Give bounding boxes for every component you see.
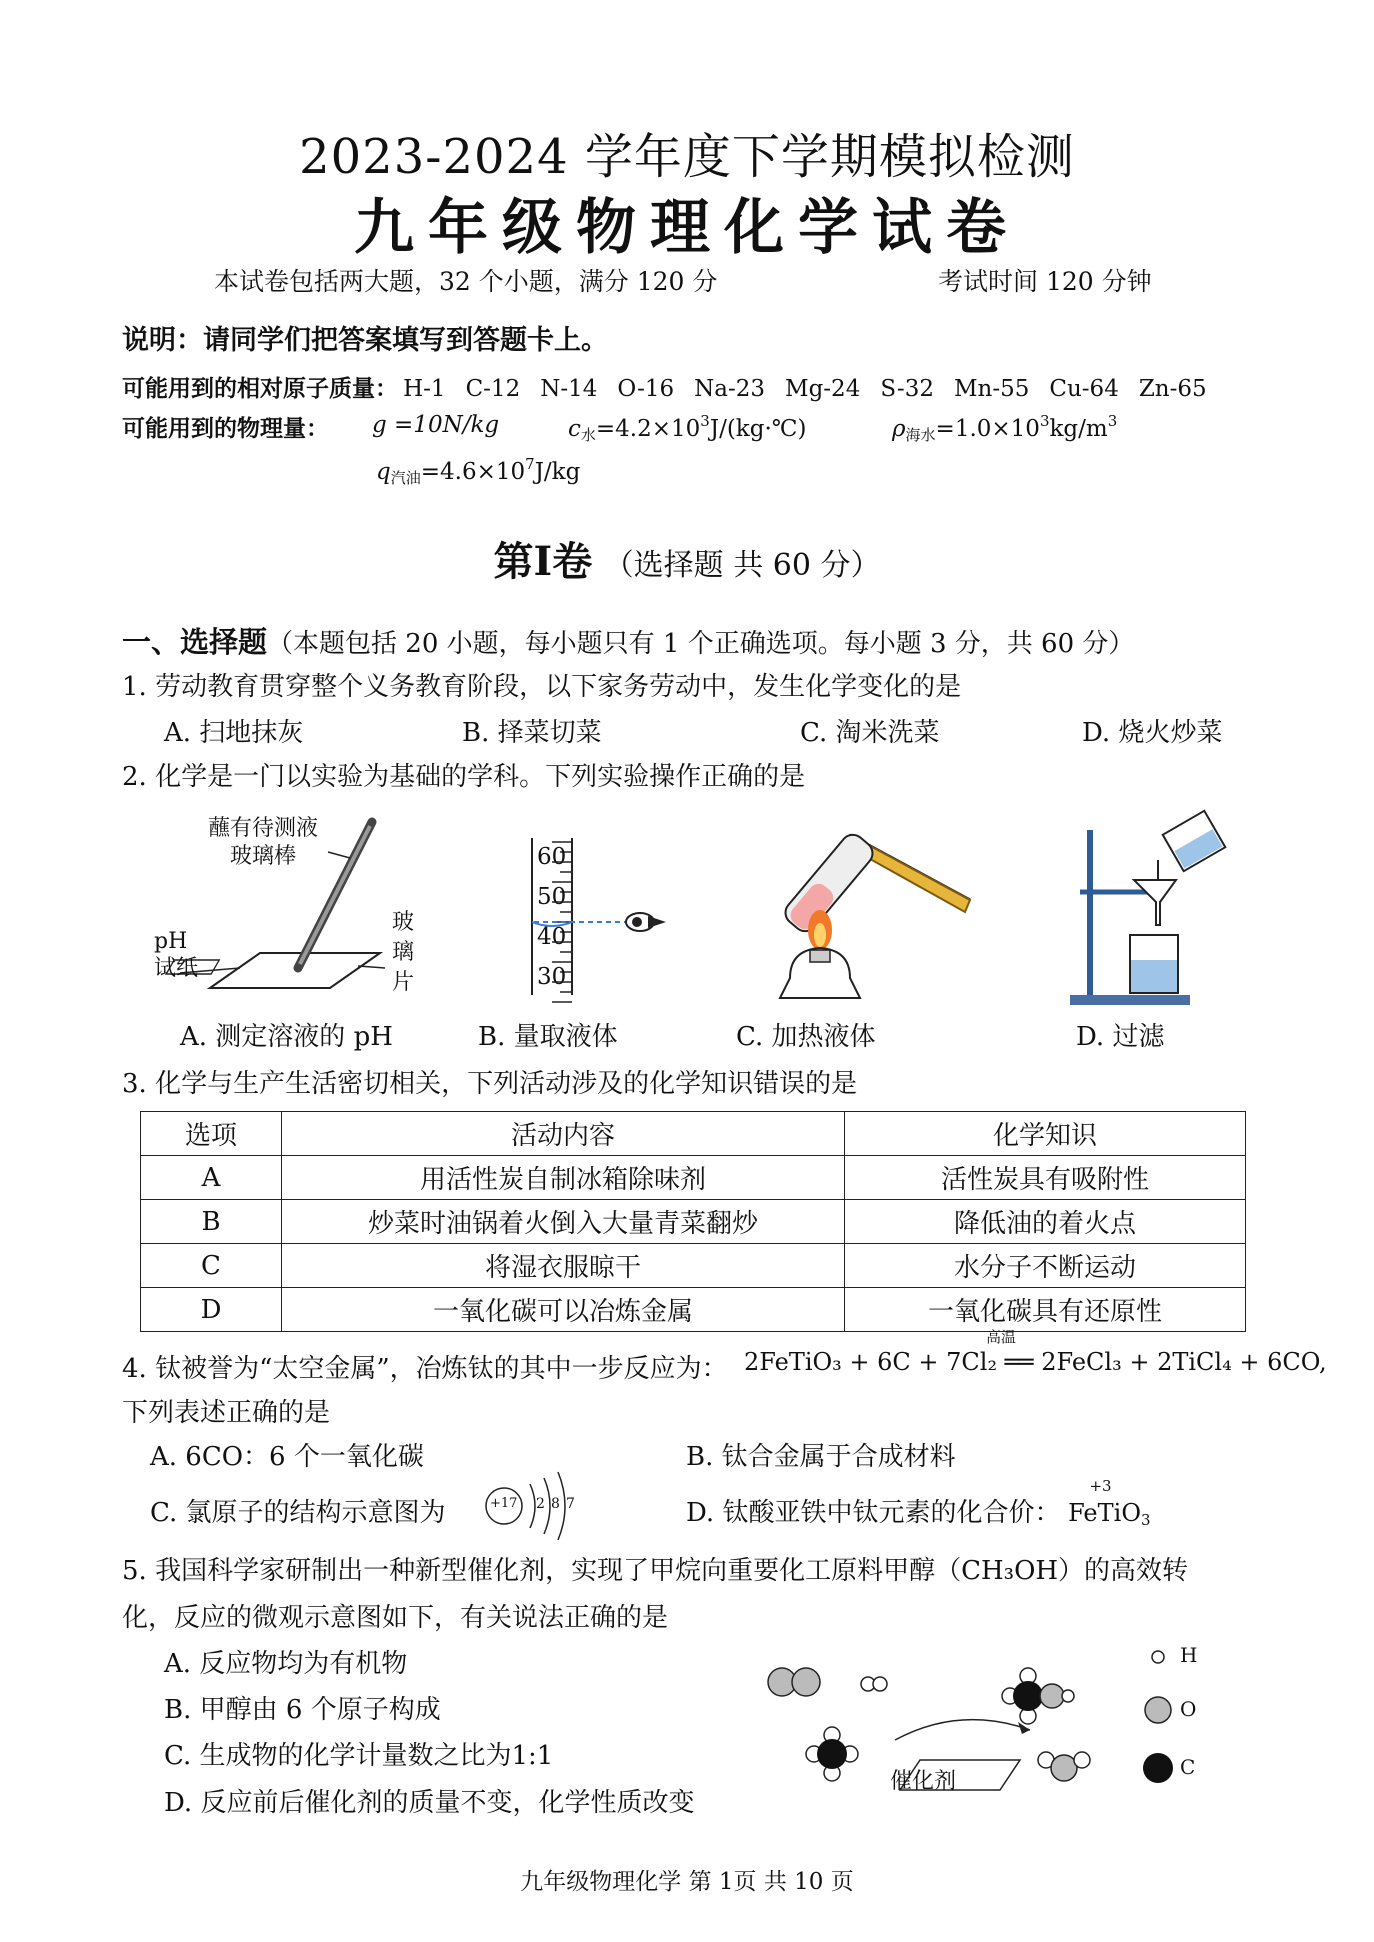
scale-label: 30 — [537, 964, 567, 990]
q4-formula-sub: 3 — [1141, 1511, 1151, 1529]
table-cell: 一氧化碳具有还原性 — [845, 1288, 1246, 1332]
rho-unit: kg/m — [1049, 416, 1108, 442]
atomic-mass-item: Mn-55 — [953, 376, 1030, 402]
ph-rod-label-2: 玻璃棒 — [230, 844, 297, 869]
c-unit: J/(kg·℃) — [709, 416, 807, 442]
q4-stem — [122, 1348, 728, 1385]
part-desc: （选择题 共 60 分） — [603, 548, 881, 583]
table-header-cell: 化学知识 — [845, 1112, 1246, 1156]
atom-nucleus-label: +17 — [490, 1496, 518, 1511]
q2-stem: 2. 化学是一门以实验为基础的学科。下列实验操作正确的是 — [122, 762, 806, 792]
q-val: =4.6×10 — [420, 459, 526, 485]
q3-table-header — [141, 1112, 1246, 1156]
reaction-diagram — [760, 1630, 1220, 1800]
const-g: g =10N/kg — [372, 412, 500, 438]
ph-paper-label — [154, 928, 198, 982]
atom-shell-3: 7 — [566, 1496, 575, 1512]
q1-option-b: B. 择菜切菜 — [462, 718, 602, 748]
q4-option-d-text: D. 钛酸亚铁中钛元素的化合价： — [686, 1498, 1061, 1528]
scale-label: 60 — [537, 844, 567, 870]
q3-table — [140, 1111, 1246, 1332]
table-row — [141, 1244, 1246, 1288]
q5-option-c: C. 生成物的化学计量数之比为1:1 — [164, 1741, 554, 1771]
q4-formula: FeTiO — [1068, 1499, 1141, 1527]
legend-h: H — [1180, 1643, 1198, 1667]
q4-condition: 高温 — [986, 1328, 1017, 1346]
q2-option-d: D. 过滤 — [1076, 1022, 1165, 1052]
c-exp: 3 — [700, 412, 710, 430]
table-cell: C — [141, 1244, 282, 1288]
scale-label: 50 — [537, 884, 567, 910]
q4-equation — [744, 1348, 1327, 1376]
table-cell: 炒菜时油锅着火倒入大量青菜翻炒 — [282, 1200, 845, 1244]
section-desc: （本题包括 20 小题，每小题只有 1 个正确选项。每小题 3 分，共 60 分） — [267, 629, 1135, 659]
const-rho — [892, 412, 1117, 445]
atomic-mass-item: Cu-64 — [1049, 376, 1119, 402]
table-cell: A — [141, 1156, 282, 1200]
q1-stem: 1. 劳动教育贯穿整个义务教育阶段，以下家务劳动中，发生化学变化的是 — [122, 672, 962, 702]
q2-option-c: C. 加热液体 — [736, 1022, 876, 1052]
ph-paper-label-1: pH — [154, 929, 188, 954]
atom-shell-2: 8 — [551, 1496, 560, 1512]
table-cell: 一氧化碳可以冶炼金属 — [282, 1288, 845, 1332]
glass-slide-label — [392, 908, 414, 998]
part-title: 第Ⅰ卷 — [493, 538, 593, 585]
q5-option-d: D. 反应前后催化剂的质量不变，化学性质改变 — [164, 1788, 695, 1818]
table-header-cell: 活动内容 — [282, 1112, 845, 1156]
table-cell: 降低油的着火点 — [845, 1200, 1246, 1244]
q-symbol: q — [376, 459, 391, 485]
atomic-mass-item: O-16 — [617, 376, 675, 402]
legend-c: C — [1180, 1755, 1196, 1779]
atomic-mass-list — [403, 376, 1227, 402]
table-cell: D — [141, 1288, 282, 1332]
q5-option-b: B. 甲醇由 6 个原子构成 — [164, 1695, 441, 1725]
atomic-mass-item: C-12 — [465, 376, 521, 402]
q4-option-b: B. 钛合金属于合成材料 — [686, 1442, 956, 1472]
atom-shell-1: 2 — [536, 1496, 545, 1512]
q2-option-b: B. 量取液体 — [478, 1022, 618, 1052]
exam-title: 2023-2024 学年度下学期模拟检测 — [299, 129, 1075, 185]
q5-option-a: A. 反应物均为有机物 — [164, 1649, 408, 1679]
table-row — [141, 1200, 1246, 1244]
q-sub: 汽油 — [390, 469, 421, 487]
legend-o: O — [1180, 1697, 1197, 1721]
q-exp: 7 — [525, 455, 535, 473]
page-footer: 九年级物理化学 第 1页 共 10 页 — [520, 1869, 854, 1895]
section-heading — [122, 620, 1134, 661]
glass-label-char: 玻 — [392, 910, 415, 935]
atomic-mass-item: N-14 — [540, 376, 598, 402]
exam-note: 说明：请同学们把答案填写到答题卡上。 — [122, 325, 608, 356]
table-cell: B — [141, 1200, 282, 1244]
rho-unit-exp: 3 — [1107, 412, 1118, 430]
ph-paper-label-2: 试纸 — [154, 956, 199, 981]
exam-subtitle: 九年级物理化学试卷 — [354, 193, 1020, 263]
q4-option-d — [686, 1477, 1151, 1529]
exam-info: 本试卷包括两大题，32 个小题，满分 120 分 — [214, 267, 718, 296]
catalyst-label: 催化剂 — [890, 1769, 957, 1794]
q4-option-a: A. 6CO：6 个一氧化碳 — [150, 1442, 424, 1472]
scale-label: 40 — [537, 924, 567, 950]
rho-val: =1.0×10 — [935, 416, 1040, 442]
table-cell: 活性炭具有吸附性 — [845, 1156, 1246, 1200]
table-cell: 水分子不断运动 — [845, 1244, 1246, 1288]
atomic-mass-item: Zn-65 — [1138, 376, 1207, 402]
part-heading — [0, 530, 1374, 587]
atomic-mass-item: Mg-24 — [785, 376, 861, 402]
cylinder-scale — [537, 843, 566, 1003]
physics-label — [122, 410, 329, 443]
const-q — [376, 455, 580, 488]
const-c-water — [568, 412, 806, 445]
q2-option-a: A. 测定溶液的 pH — [180, 1022, 393, 1052]
ph-rod-label — [208, 815, 318, 871]
rho-symbol: ρ — [892, 416, 906, 442]
q5-stem-1: 5. 我国科学家研制出一种新型催化剂，实现了甲烷向重要化工原料甲醇（CH₃OH）的高效转 — [122, 1556, 1189, 1586]
atomic-mass-item: Na-23 — [694, 376, 766, 402]
atomic-mass-line — [122, 370, 1227, 403]
glass-label-char: 片 — [392, 970, 415, 995]
atomic-mass-label: 可能用到的相对原子质量： — [122, 376, 398, 402]
table-header-cell: 选项 — [141, 1112, 282, 1156]
q4-valence: +3 — [1089, 1477, 1112, 1495]
rho-sub: 海水 — [905, 426, 936, 444]
section-title: 一、选择题 — [122, 625, 268, 659]
ph-rod-label-1: 蘸有待测液 — [208, 816, 319, 841]
q4-stem-text: 4. 钛被誉为“太空金属”，冶炼钛的其中一步反应为： — [122, 1354, 728, 1384]
rho-exp: 3 — [1039, 412, 1050, 430]
heating-figure — [760, 800, 980, 1010]
q4-option-c: C. 氯原子的结构示意图为 — [150, 1498, 446, 1528]
table-cell: 用活性炭自制冰箱除味剂 — [282, 1156, 845, 1200]
table-row — [141, 1288, 1246, 1332]
c-sub: 水 — [580, 426, 596, 444]
c-val: =4.2×10 — [595, 416, 701, 442]
atomic-mass-item: S-32 — [880, 376, 934, 402]
q5-stem-2: 化，反应的微观示意图如下，有关说法正确的是 — [122, 1603, 669, 1633]
glass-label-char: 璃 — [392, 940, 415, 965]
exam-duration: 考试时间 120 分钟 — [938, 267, 1152, 296]
q4-equation-text: 2FeTiO₃ + 6C + 7Cl₂ ══ 2FeCl₃ + 2TiCl₄ + 6CO, — [744, 1348, 1327, 1376]
table-row — [141, 1156, 1246, 1200]
q1-option-d: D. 烧火炒菜 — [1082, 718, 1223, 748]
q4-stem-b: 下列表述正确的是 — [122, 1398, 331, 1428]
q1-option-a: A. 扫地抹灰 — [164, 718, 304, 748]
physics-label-text: 可能用到的物理量： — [122, 416, 329, 442]
table-cell: 将湿衣服晾干 — [282, 1244, 845, 1288]
q3-stem: 3. 化学与生产生活密切相关，下列活动涉及的化学知识错误的是 — [122, 1069, 858, 1099]
q1-option-c: C. 淘米洗菜 — [800, 718, 940, 748]
c-symbol: c — [568, 416, 581, 442]
atomic-mass-item: H-1 — [403, 376, 446, 402]
q-unit: J/kg — [534, 459, 581, 485]
filtration-figure — [1060, 800, 1240, 1010]
